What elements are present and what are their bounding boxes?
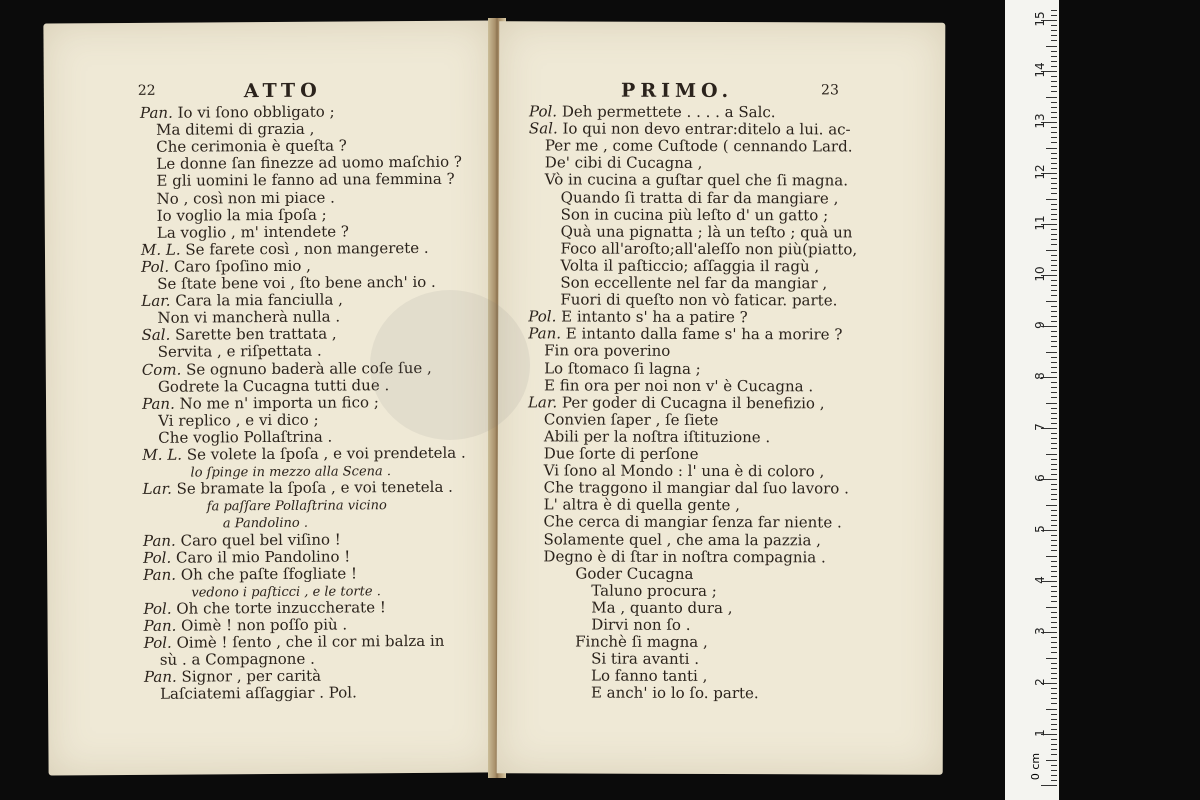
ruler-tick: [1051, 413, 1057, 414]
ruler-tick: [1051, 91, 1057, 92]
line-text: Non vi mancherà nulla .: [157, 307, 341, 327]
ruler-tick: [1046, 301, 1057, 302]
line-text: Fuori di queſto non vò faticar. parte.: [560, 290, 838, 310]
line-text: Caro ſpoſino mio ,: [173, 256, 311, 276]
ruler-tick: [1051, 107, 1057, 108]
ruler-tick: [1051, 673, 1057, 674]
right-page-number: 23: [821, 82, 839, 99]
ruler-tick: [1051, 489, 1057, 490]
ruler-tick: [1051, 66, 1057, 67]
ruler-tick: [1051, 744, 1057, 745]
line-text: Per goder di Cucagna il benefizio ,: [561, 393, 825, 413]
speaker-name: Pan.: [528, 324, 566, 343]
ruler-tick: [1051, 637, 1057, 638]
speaker-name: Sal.: [141, 325, 176, 345]
ruler-tick: [1051, 698, 1057, 699]
ruler-tick: [1051, 765, 1057, 766]
ruler-tick: [1051, 290, 1057, 291]
line-text: Cara la mia fanciulla ,: [175, 290, 343, 310]
ruler-number: 15: [1033, 11, 1047, 27]
ruler-tick: [1051, 270, 1057, 271]
line-text: Se farete così , non mangerete .: [185, 238, 429, 259]
ruler-tick: [1046, 709, 1057, 710]
ruler-tick: [1051, 127, 1057, 128]
line-text: Si tira avanti .: [591, 649, 700, 669]
ruler-tick: [1051, 668, 1057, 669]
line-text: De' cibi di Cucagna ,: [544, 153, 703, 173]
ruler-tick: [1046, 250, 1057, 251]
ruler-tick: [1051, 193, 1057, 194]
ruler-tick: [1046, 556, 1057, 557]
ruler-tick: [1051, 703, 1057, 704]
ruler-tick: [1051, 382, 1057, 383]
line-text: No me n' importa un fico ;: [179, 392, 379, 413]
ruler-tick: [1051, 102, 1057, 103]
ruler-tick: [1046, 199, 1057, 200]
ruler-tick: [1051, 316, 1057, 317]
line-text: Se ognuno baderà alle coſe ſue ,: [186, 358, 432, 379]
ruler-tick: [1051, 724, 1057, 725]
ruler-tick: [1051, 76, 1057, 77]
line-text: Vi replico , e vi dico ;: [158, 410, 319, 430]
ruler-number: 11: [1033, 215, 1047, 231]
line-text: Ma , quanto dura ,: [591, 598, 733, 617]
ruler-tick: [1051, 443, 1057, 444]
line-text: Son eccellente nel far da mangiar ,: [560, 273, 828, 293]
right-page: [497, 21, 946, 775]
ruler-tick: [1051, 663, 1057, 664]
line-text: Per me , come Cuſtode ( cennando Lard.: [544, 136, 853, 156]
speaker-name: Lar.: [527, 393, 562, 412]
ruler-tick: [1051, 295, 1057, 296]
text-line: [528, 309, 747, 327]
ruler-tick: [1051, 423, 1057, 424]
ruler-tick: [1046, 760, 1057, 761]
line-text: Che voglio Pollaſtrina .: [158, 427, 333, 447]
ruler-tick: [1051, 255, 1057, 256]
ruler-tick: [1051, 515, 1057, 516]
ruler-number: 1: [1033, 729, 1047, 737]
ruler-tick: [1051, 10, 1057, 11]
left-page-header: ATTO: [243, 79, 322, 103]
speaker-name: Com.: [141, 360, 187, 379]
text-line: [544, 343, 670, 360]
speaker-name: Pan.: [143, 616, 182, 635]
ruler-number: 7: [1033, 423, 1047, 431]
speaker-name: Pol.: [528, 102, 562, 121]
ruler-tick: [1051, 397, 1057, 398]
line-text: Se bramate la ſpoſa , e voi tenetela .: [176, 477, 453, 498]
text-line: [591, 668, 707, 685]
ruler-tick: [1051, 219, 1057, 220]
ruler-tick: [1051, 163, 1057, 164]
ruler-tick: [1051, 448, 1057, 449]
line-text: Goder Cucagna: [575, 564, 694, 583]
text-line: [143, 599, 385, 618]
ruler-number: 14: [1033, 62, 1047, 78]
ruler-tick: [1051, 56, 1057, 57]
ruler-tick: [1051, 612, 1057, 613]
text-line: [143, 565, 357, 583]
line-text: Che cerimonia è queſta ?: [156, 136, 347, 156]
line-text: Servita , e riſpettata .: [157, 342, 322, 362]
line-text: Caro quel bel viſino !: [180, 530, 341, 550]
ruler-tick: [1051, 775, 1057, 776]
measuring-ruler: [1005, 0, 1059, 800]
text-line: [142, 445, 465, 464]
ruler-tick: [1051, 209, 1057, 210]
line-text: Solamente quel , che ama la pazzia ,: [543, 529, 821, 549]
ruler-tick: [1051, 408, 1057, 409]
ruler-tick: [1051, 540, 1057, 541]
ruler-tick: [1051, 346, 1057, 347]
ruler-tick: [1051, 132, 1057, 133]
ruler-tick: [1051, 285, 1057, 286]
line-text: Caro il mio Pandolino !: [175, 547, 351, 567]
ruler-tick: [1051, 499, 1057, 500]
line-text: E gli uomini le fanno ad una femmina ?: [156, 170, 455, 191]
ruler-tick: [1051, 188, 1057, 189]
line-text: Convien ſaper , ſe ſiete: [543, 410, 719, 429]
text-line: [529, 103, 776, 121]
ruler-number: 8: [1033, 372, 1047, 380]
text-line: [544, 360, 701, 378]
ruler-tick: [1051, 15, 1057, 16]
ruler-number: 6: [1033, 474, 1047, 482]
line-text: Oh che torte inzuccherate !: [176, 598, 386, 618]
line-text: E intanto dalla fame s' ha a morire ?: [565, 324, 843, 344]
speaker-name: Pol.: [528, 307, 562, 326]
ruler-tick: [1051, 688, 1057, 689]
ruler-tick: [1051, 596, 1057, 597]
ruler-tick: [1051, 280, 1057, 281]
ruler-tick: [1051, 561, 1057, 562]
line-text: Che traggono il mangiar dal ſuo lavoro .: [543, 478, 849, 498]
stage-direction: a Pandolino .: [222, 516, 309, 532]
ruler-tick: [1051, 40, 1057, 41]
line-text: L' altra è di quella gente ,: [543, 495, 741, 515]
ruler-number: 2: [1033, 678, 1047, 686]
ruler-tick: [1046, 454, 1057, 455]
ruler-tick: [1051, 204, 1057, 205]
speaker-name: M. L.: [142, 445, 187, 464]
ruler-tick: [1051, 474, 1057, 475]
line-text: Laſciatemi aſſaggiar . Pol.: [160, 683, 357, 704]
ruler-tick: [1051, 642, 1057, 643]
line-text: E fin ora per noi non v' è Cucagna .: [544, 375, 814, 395]
text-line: [544, 428, 770, 446]
speaker-name: M. L.: [140, 240, 186, 259]
ruler-tick: [1046, 97, 1057, 98]
ruler-tick: [1051, 418, 1057, 419]
line-text: La voglio , m' intendete ?: [156, 222, 349, 242]
text-line: [561, 206, 829, 224]
ruler-tick: [1051, 387, 1057, 388]
text-line: [142, 394, 379, 413]
stage-direction: fa paſſare Pollaſtrina vicino: [206, 498, 387, 515]
ruler-tick: [1046, 46, 1057, 47]
ruler-tick: [1051, 86, 1057, 87]
ruler-tick: [1051, 30, 1057, 31]
text-line: [160, 685, 357, 703]
text-line: [560, 257, 819, 275]
line-text: Quà una pignatta ; là un teſto ; quà un: [560, 222, 853, 242]
ruler-tick: [1051, 234, 1057, 235]
ruler-tick: [1051, 61, 1057, 62]
ruler-tick: [1051, 229, 1057, 230]
stage-direction: vedono i paſticci , e le torte .: [191, 584, 381, 601]
line-text: Oimè ! non poſſo più .: [181, 615, 348, 635]
ruler-tick: [1051, 117, 1057, 118]
ruler-tick: [1051, 459, 1057, 460]
ruler-tick: [1051, 81, 1057, 82]
ruler-number: 10: [1033, 266, 1047, 282]
ruler-tick: [1051, 112, 1057, 113]
ruler-tick: [1051, 464, 1057, 465]
ruler-number: 3: [1033, 627, 1047, 635]
ruler-tick: [1051, 265, 1057, 266]
ruler-tick: [1051, 321, 1057, 322]
speaker-name: Sal.: [528, 119, 563, 138]
ruler-tick: [1041, 785, 1057, 786]
speaker-name: Pan.: [143, 565, 181, 584]
ruler-tick: [1051, 545, 1057, 546]
ruler-tick: [1051, 591, 1057, 592]
ruler-tick: [1051, 754, 1057, 755]
text-line: [591, 582, 717, 599]
ruler-tick: [1051, 438, 1057, 439]
line-text: Se volete la ſpoſa , e voi prendetela .: [186, 443, 466, 464]
speaker-name: Pan.: [139, 103, 178, 122]
speaker-name: Lar.: [142, 479, 177, 499]
ruler-number: 9: [1033, 321, 1047, 329]
line-text: Foco all'aroſto;all'aleſſo non più(piatto,: [560, 239, 858, 259]
ruler-tick: [1051, 357, 1057, 358]
line-text: Se ſtate bene voi , ſto bene anch' io .: [157, 272, 436, 293]
ruler-unit-label: 0 cm: [1028, 752, 1042, 781]
ruler-tick: [1051, 780, 1057, 781]
ruler-tick: [1046, 148, 1057, 149]
ruler-tick: [1051, 601, 1057, 602]
ruler-tick: [1046, 403, 1057, 404]
line-text: Io voglio la mia ſpoſa ;: [156, 205, 327, 225]
speaker-name: Pan.: [141, 394, 180, 413]
ruler-tick: [1051, 571, 1057, 572]
ruler-tick: [1046, 352, 1057, 353]
ruler-number: 4: [1033, 576, 1047, 584]
line-text: Sarette ben trattata ,: [175, 324, 337, 344]
ruler-tick: [1051, 714, 1057, 715]
speaker-name: Pan.: [143, 667, 182, 687]
speaker-name: Pol.: [143, 548, 177, 567]
text-line: [544, 497, 740, 515]
line-text: E intanto s' ha a patire ?: [561, 307, 748, 327]
text-line: [143, 479, 453, 498]
ruler-tick: [1051, 306, 1057, 307]
ruler-tick: [1051, 392, 1057, 393]
ruler-tick: [1051, 586, 1057, 587]
ruler-tick: [1051, 647, 1057, 648]
ruler-tick: [1051, 244, 1057, 245]
line-text: Deh permettete . . . . a Salc.: [561, 102, 776, 122]
watermark-logo: [370, 290, 530, 440]
ruler-tick: [1051, 494, 1057, 495]
right-page-header: PRIMO.: [621, 79, 734, 103]
text-line: [207, 496, 387, 515]
line-text: Due ſorte di perſone: [543, 444, 699, 463]
ruler-tick: [1051, 158, 1057, 159]
text-line: [560, 274, 827, 292]
ruler-tick: [1046, 607, 1057, 608]
ruler-tick: [1051, 719, 1057, 720]
ruler-tick: [1051, 35, 1057, 36]
line-text: Taluno procura ;: [591, 581, 717, 600]
line-text: Che cerca di mangiar ſenza far niente .: [543, 512, 842, 532]
line-text: Ma ditemi di grazia ,: [156, 119, 315, 139]
ruler-tick: [1051, 178, 1057, 179]
ruler-tick: [1051, 214, 1057, 215]
line-text: Son in cucina più leſto d' un gatto ;: [560, 205, 829, 224]
ruler-tick: [1051, 239, 1057, 240]
ruler-tick: [1051, 622, 1057, 623]
ruler-tick: [1051, 362, 1057, 363]
text-line: [591, 685, 759, 703]
ruler-number: 13: [1033, 113, 1047, 129]
line-text: Quando ſi tratta di far da mangiare ,: [560, 187, 839, 207]
line-text: Oimè ! ſento , che il cor mi balza in: [176, 631, 445, 652]
line-text: Vò in cucina a guſtar quel che ſi magna.: [544, 170, 849, 190]
line-text: Godrete la Cucagna tutti due .: [157, 375, 390, 396]
line-text: Degno è di ſtar in noſtra compagnia .: [543, 546, 826, 566]
line-text: Vi ſono al Mondo : l' una è di coloro ,: [543, 461, 825, 481]
ruler-tick: [1051, 520, 1057, 521]
left-page-number: 22: [137, 82, 156, 99]
ruler-tick: [1051, 566, 1057, 567]
ruler-tick: [1051, 51, 1057, 52]
ruler-tick: [1051, 433, 1057, 434]
text-line: [544, 411, 719, 429]
ruler-tick: [1051, 142, 1057, 143]
text-line: [575, 634, 708, 651]
ruler-tick: [1051, 153, 1057, 154]
ruler-tick: [1051, 652, 1057, 653]
line-text: E anch' io lo ſo. parte.: [590, 683, 759, 703]
ruler-tick: [1051, 469, 1057, 470]
ruler-tick: [1051, 678, 1057, 679]
line-text: No , così non mi piace .: [156, 188, 335, 208]
line-text: Le donne ſan finezze ad uomo maſchio ?: [156, 152, 462, 174]
line-text: Dirvi non ſo .: [591, 615, 691, 634]
ruler-tick: [1046, 658, 1057, 659]
ruler-tick: [1051, 168, 1057, 169]
ruler-tick: [1051, 137, 1057, 138]
line-text: Abili per la noſtra iſtituzione .: [543, 427, 771, 447]
text-line: [591, 617, 690, 634]
line-text: Volta il paſticcio; aſſaggia il ragù ,: [560, 256, 820, 276]
line-text: Fin ora poverino: [544, 341, 671, 361]
ruler-tick: [1051, 729, 1057, 730]
line-text: Io qui non devo entrar:ditelo a lui. ac-: [562, 119, 851, 139]
speaker-name: Lar.: [141, 291, 176, 310]
line-text: Signor , per carità: [181, 666, 322, 686]
ruler-tick: [1051, 739, 1057, 740]
line-text: Lo fanno tanti ,: [590, 666, 708, 686]
stage-direction: lo ſpinge in mezzo alla Scena .: [190, 464, 392, 481]
text-line: [545, 155, 703, 173]
ruler-tick: [1051, 367, 1057, 368]
speaker-name: Pol.: [141, 257, 175, 276]
line-text: Lo ſtomaco ſi lagna ;: [544, 358, 701, 378]
ruler-tick: [1046, 505, 1057, 506]
text-line: [575, 565, 693, 582]
ruler-tick: [1051, 341, 1057, 342]
ruler-tick: [1051, 183, 1057, 184]
line-text: Oh che paſte ſfogliate !: [180, 564, 358, 584]
speaker-name: Pol.: [143, 633, 177, 652]
text-line: [591, 651, 699, 668]
ruler-tick: [1051, 336, 1057, 337]
ruler-tick: [1051, 260, 1057, 261]
ruler-number: 12: [1033, 164, 1047, 180]
ruler-tick: [1051, 484, 1057, 485]
line-text: Io vi ſono obbligato ;: [177, 102, 335, 122]
ruler-tick: [1051, 693, 1057, 694]
speaker-name: Pol.: [143, 599, 177, 618]
ruler-tick: [1051, 25, 1057, 26]
ruler-tick: [1051, 627, 1057, 628]
line-text: Finchè ſi magna ,: [575, 632, 708, 652]
ruler-tick: [1051, 550, 1057, 551]
ruler-tick: [1051, 617, 1057, 618]
ruler-tick: [1051, 510, 1057, 511]
text-line: [591, 599, 732, 616]
ruler-number: 5: [1033, 525, 1047, 533]
ruler-tick: [1051, 331, 1057, 332]
ruler-tick: [1051, 311, 1057, 312]
text-line: [544, 445, 699, 463]
speaker-name: Pan.: [142, 531, 181, 550]
ruler-tick: [1051, 535, 1057, 536]
line-text: sù . a Compagnone .: [159, 649, 315, 669]
ruler-tick: [1051, 525, 1057, 526]
ruler-tick: [1051, 372, 1057, 373]
ruler-tick: [1051, 749, 1057, 750]
ruler-tick: [1051, 576, 1057, 577]
ruler-tick: [1051, 770, 1057, 771]
